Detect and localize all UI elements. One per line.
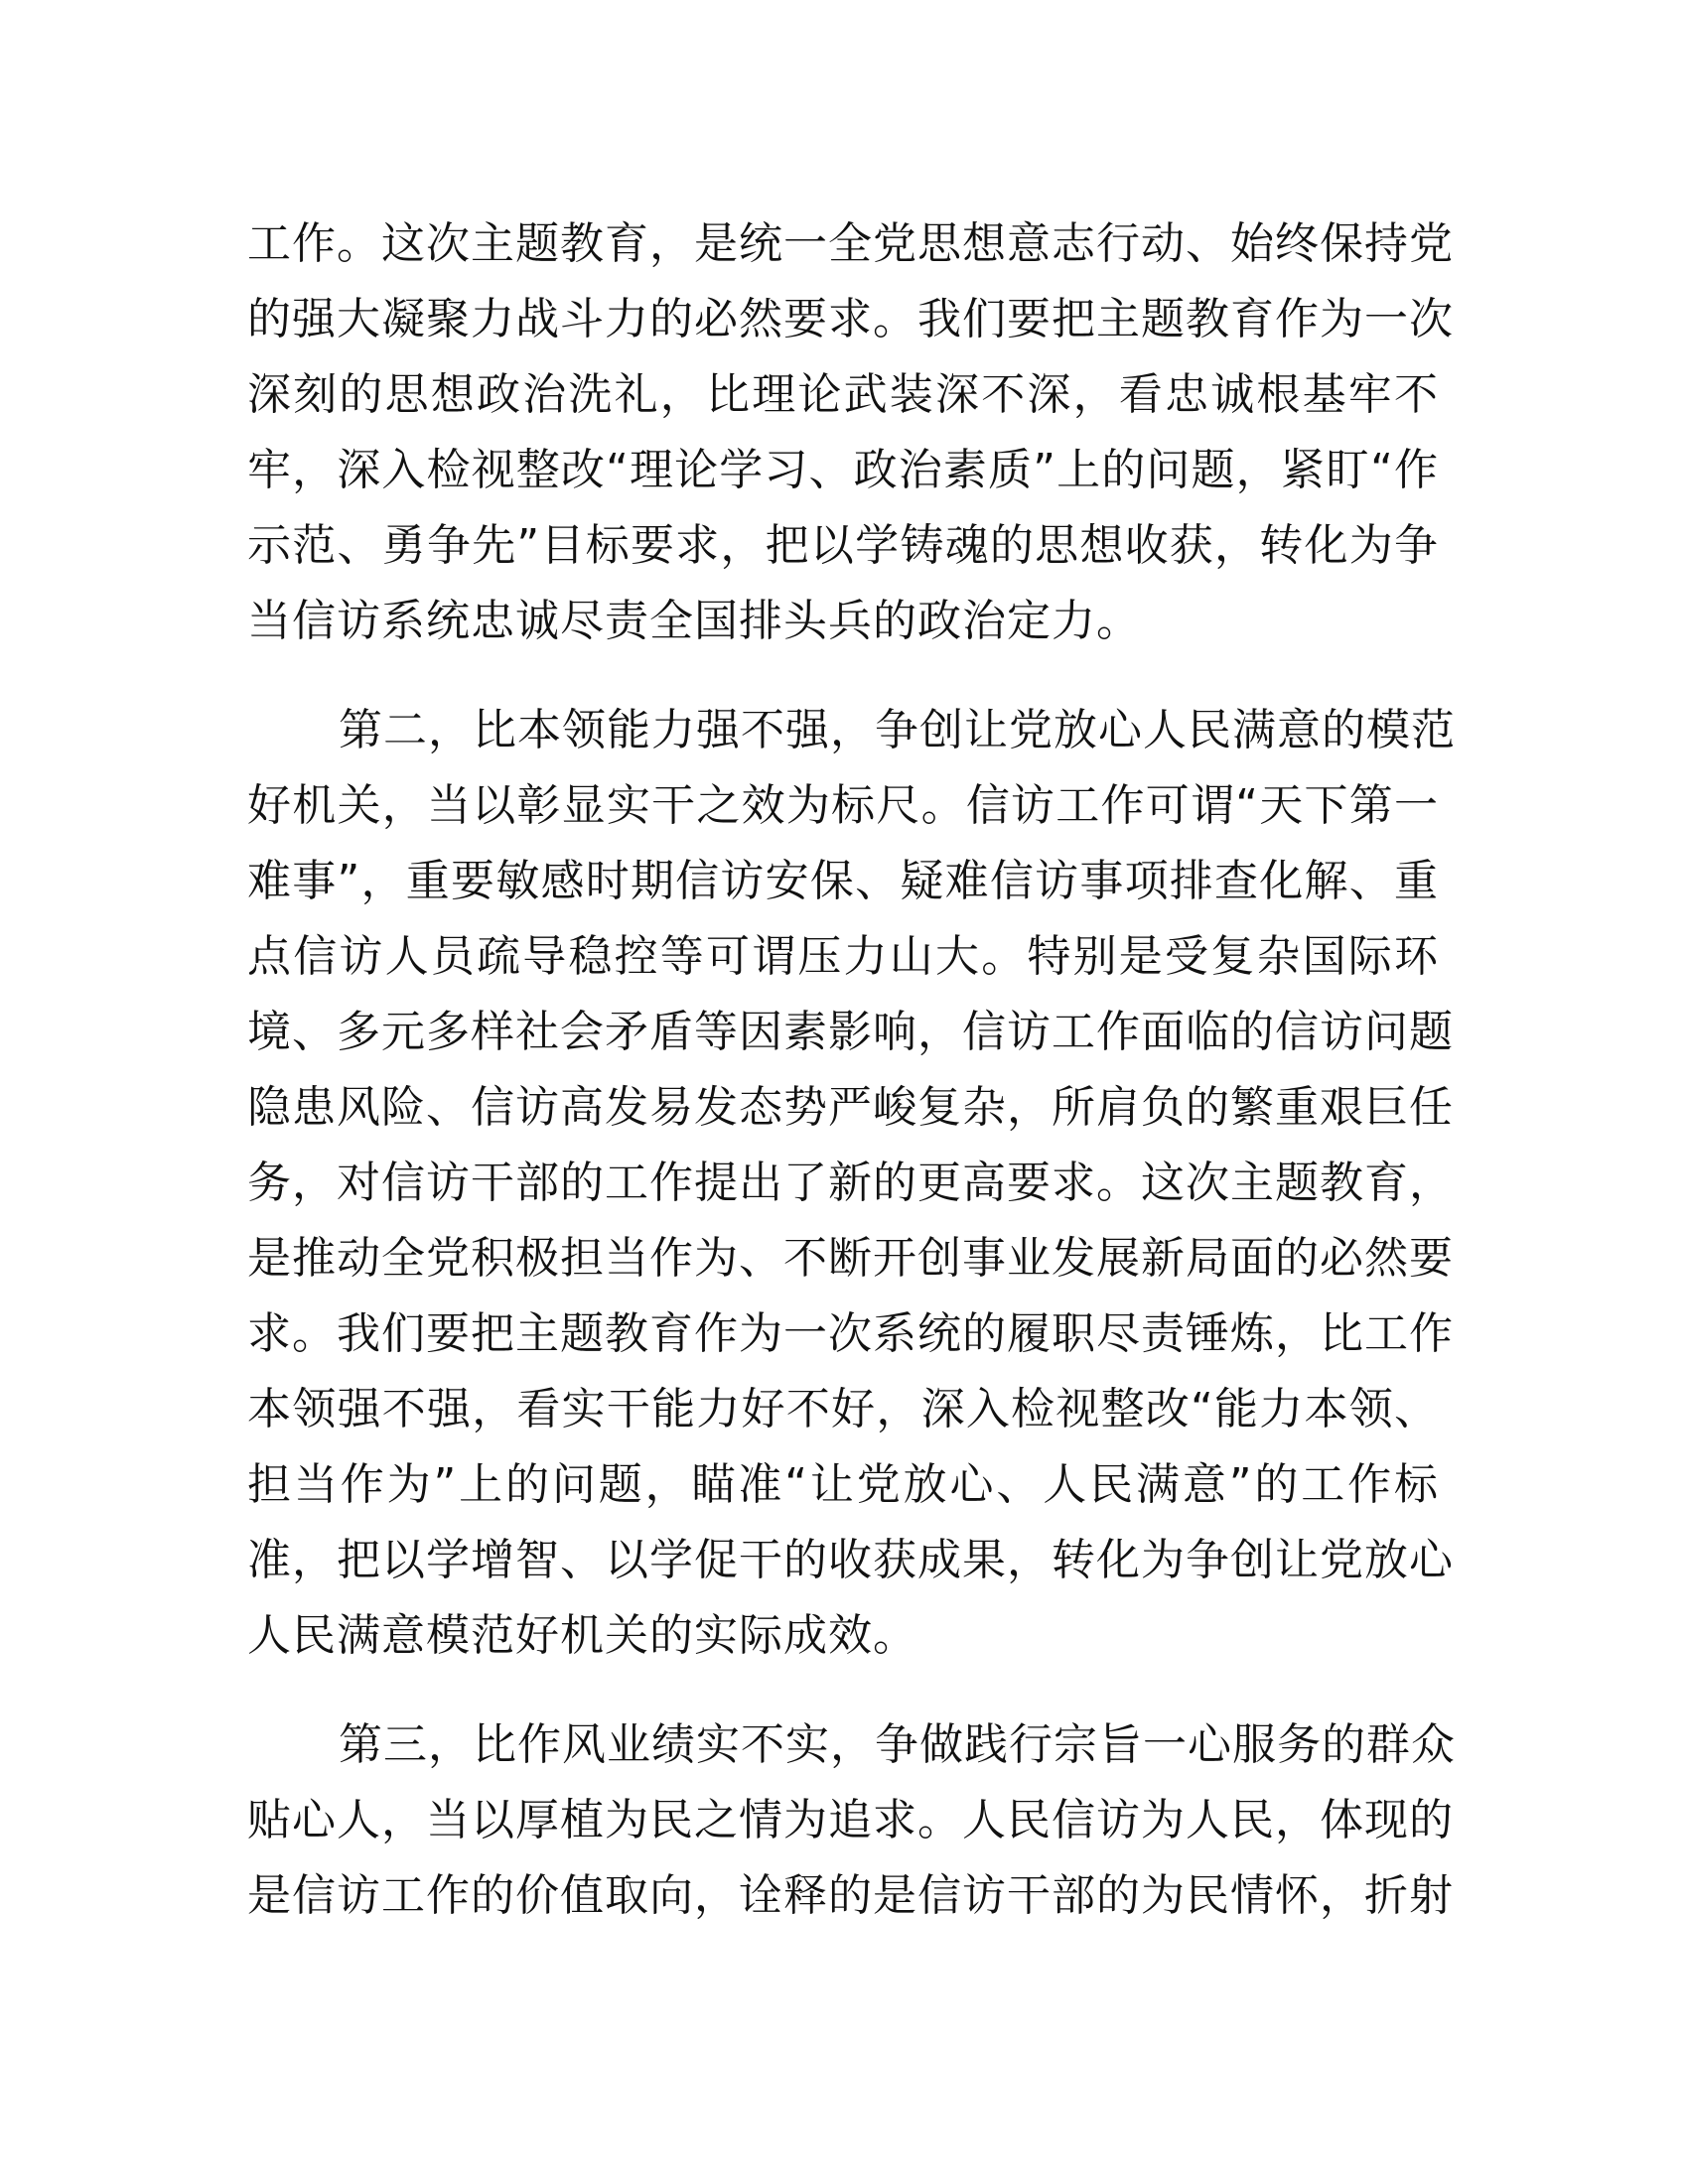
paragraph-3-line-3: 是信访工作的价值取向，诠释的是信访干部的为民情怀，折射 [247,1870,1454,1921]
paragraph-1-line-4: 牢，深入检视整改“理论学习、政治素质”上的问题，紧盯“作 [247,445,1439,495]
paragraph-2-line-4: 点信访人员疏导稳控等可谓压力山大。特别是受复杂国际环 [247,931,1439,982]
paragraph-2-line-8: 是推动全党积极担当作为、不断开创事业发展新局面的必然要 [247,1233,1454,1284]
paragraph-2-line-10: 本领强不强，看实干能力好不好，深入检视整改“能力本领、 [247,1384,1439,1434]
paragraph-2-line-6: 隐患风险、信访高发易发态势严峻复杂，所肩负的繁重艰巨任 [247,1082,1454,1133]
paragraph-2 [247,693,1456,1674]
paragraph-2-line-11: 担当作为”上的问题，瞄准“让党放心、人民满意”的工作标 [247,1459,1439,1510]
paragraph-2-line-13: 人民满意模范好机关的实际成效。 [247,1610,917,1661]
paragraph-2-line-3: 难事”，重要敏感时期信访安保、疑难信访事项排查化解、重 [247,856,1439,906]
paragraph-2-line-5: 境、多元多样社会矛盾等因素影响，信访工作面临的信访问题 [247,1007,1454,1057]
paragraph-3-line-1: 第三，比作风业绩实不实，争做践行宗旨一心服务的群众 [339,1719,1456,1770]
paragraph-1-line-5: 示范、勇争先”目标要求，把以学铸魂的思想收获，转化为争 [247,520,1439,571]
paragraph-1-line-3: 深刻的思想政治洗礼，比理论武装深不深，看忠诚根基牢不 [247,369,1439,420]
paragraph-2-line-12: 准，把以学增智、以学促干的收获成果，转化为争创让党放心 [247,1535,1454,1585]
paragraph-1-line-6: 当信访系统忠诚尽责全国排头兵的政治定力。 [247,596,1141,646]
paragraph-1-line-1: 工作。这次主题教育，是统一全党思想意志行动、始终保持党 [247,218,1454,269]
paragraph-2-line-9: 求。我们要把主题教育作为一次系统的履职尽责锤炼，比工作 [247,1308,1454,1359]
paragraph-2-line-1: 第二，比本领能力强不强，争创让党放心人民满意的模范 [339,705,1456,755]
paragraph-3 [247,1707,1456,1934]
paragraph-1-line-2: 的强大凝聚力战斗力的必然要求。我们要把主题教育作为一次 [247,294,1454,344]
paragraph-2-line-2: 好机关，当以彰显实干之效为标尺。信访工作可谓“天下第一 [247,780,1439,831]
paragraph-1 [247,206,1454,659]
paragraph-2-line-7: 务，对信访干部的工作提出了新的更高要求。这次主题教育， [247,1158,1454,1208]
document-body [247,206,1456,1934]
paragraph-3-line-2: 贴心人，当以厚植为民之情为追求。人民信访为人民，体现的 [247,1795,1454,1845]
